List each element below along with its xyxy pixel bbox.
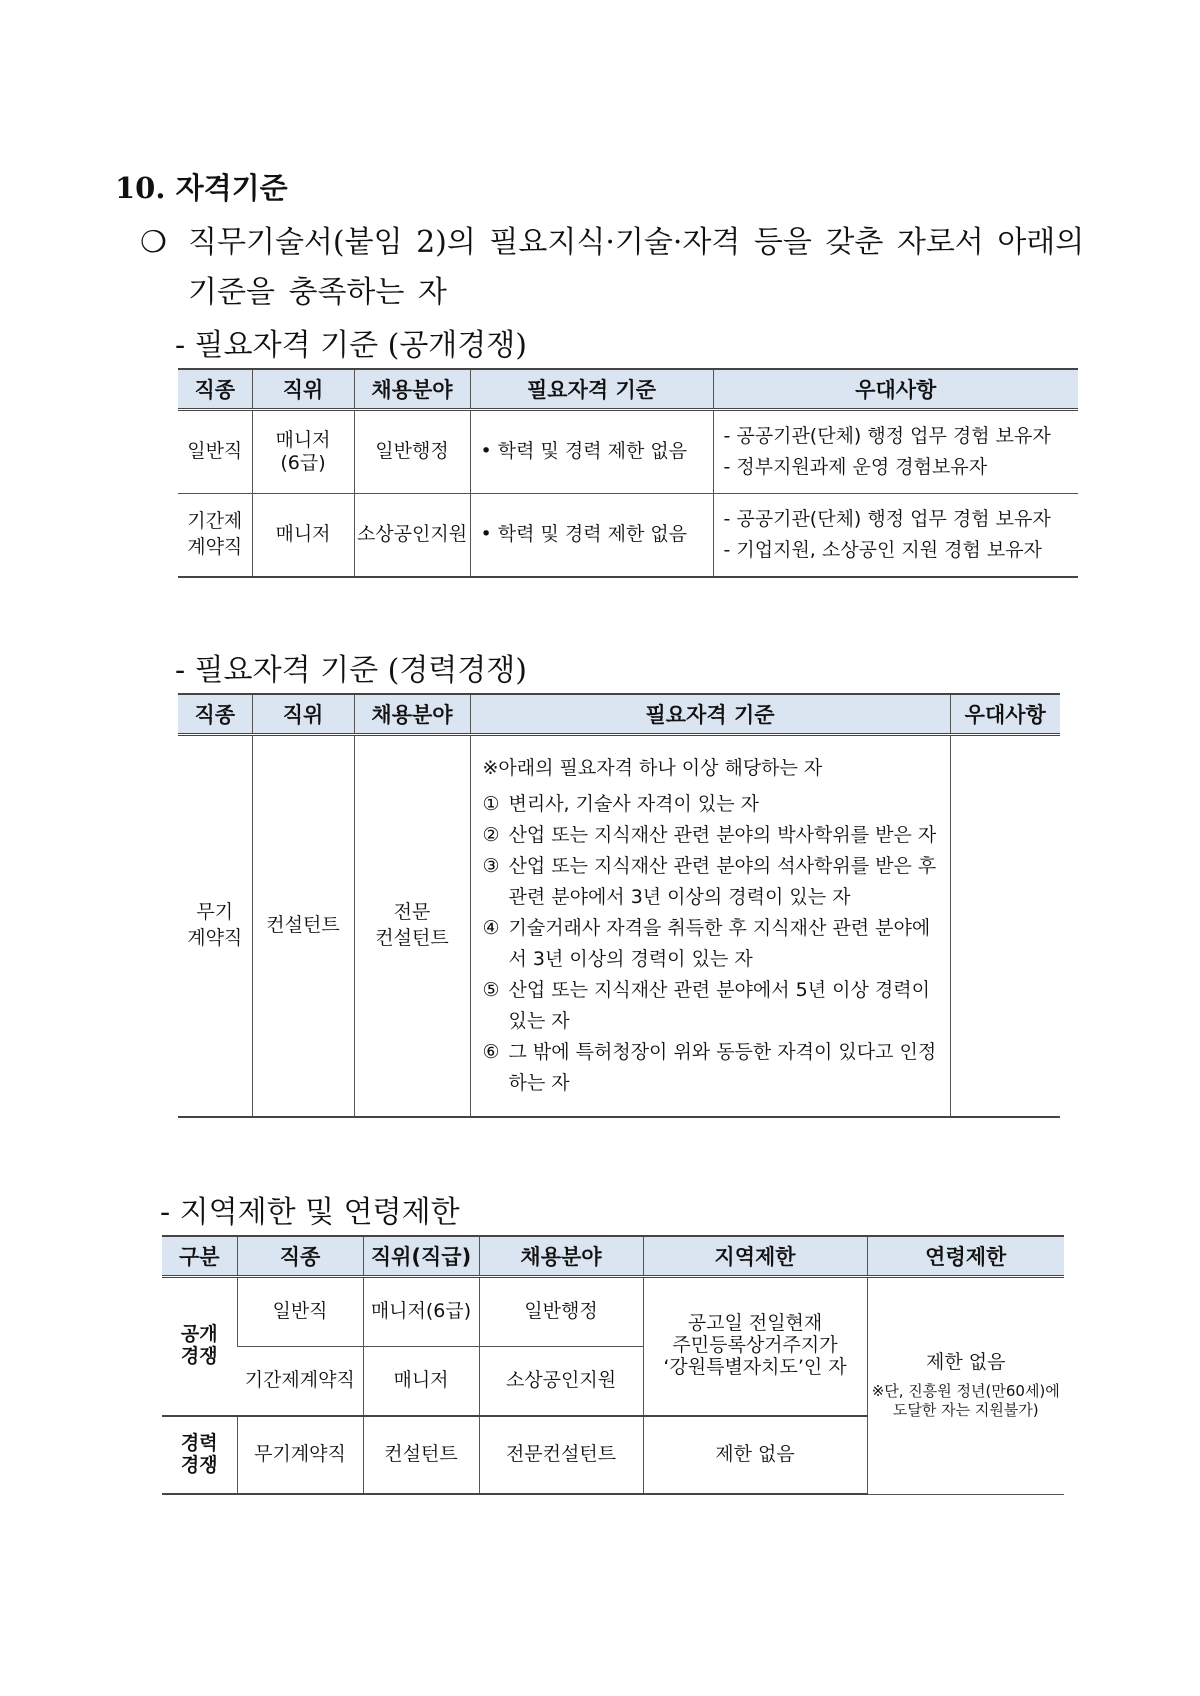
position-cell: 매니저(6급)	[363, 1276, 479, 1346]
job-type-cell: 무기계약직	[237, 1416, 363, 1494]
item-text: 기술거래사 자격을 취득한 후 지식재산 관련 분야에서 3년 이상의 경력이 있는 자	[508, 916, 931, 970]
list-item	[483, 975, 942, 1037]
job-type-cell: 기간제계약직	[237, 1346, 363, 1416]
job-type-cell: 무기 계약직	[178, 734, 252, 1117]
preference-cell	[950, 734, 1060, 1117]
item-number: ⑤	[482, 978, 500, 1001]
table-row	[178, 734, 1060, 1117]
age-limit-text: 제한 없음	[926, 1351, 1006, 1374]
header-region: 지역제한	[643, 1236, 867, 1276]
intro-text: 직무기술서(붙임 2)의 필요지식·기술·자격 등을 갖춘 자로서 아래의 기준을 충족하는 자	[188, 225, 1085, 310]
table-row	[178, 409, 1078, 493]
job-type-cell: 일반직	[178, 409, 252, 493]
preference-item: - 공공기관(단체) 행정 업무 경험 보유자	[723, 424, 1051, 447]
header-type: 직종	[237, 1236, 363, 1276]
field-cell: 소상공인지원	[479, 1346, 643, 1416]
section-heading	[115, 166, 288, 207]
header-field: 채용분야	[354, 369, 470, 409]
item-number: ③	[482, 854, 500, 877]
header-preference: 우대사항	[950, 694, 1060, 734]
region-career-cell: 제한 없음	[643, 1416, 867, 1494]
header-age: 연령제한	[867, 1236, 1064, 1276]
age-limit-cell	[867, 1276, 1064, 1494]
table-row	[162, 1276, 1064, 1346]
item-text: 산업 또는 지식재산 관련 분야에서 5년 이상 경력이 있는 자	[508, 978, 930, 1032]
header-position: 직위	[252, 694, 354, 734]
circle-bullet-icon: ❍	[140, 225, 167, 260]
list-item	[483, 789, 942, 820]
list-item	[483, 851, 942, 913]
header-position: 직위(직급)	[363, 1236, 479, 1276]
item-number: ⑥	[482, 1040, 500, 1063]
job-type-cell: 일반직	[237, 1276, 363, 1346]
preference-item: - 정부지원과제 운영 경험보유자	[723, 455, 988, 478]
header-category: 구분	[162, 1236, 237, 1276]
field-cell: 소상공인지원	[354, 493, 470, 577]
section-number: 10.	[115, 171, 166, 205]
section-title: 자격기준	[175, 171, 288, 205]
preference-item: - 기업지원, 소상공인 지원 경험 보유자	[723, 538, 1042, 561]
header-field: 채용분야	[479, 1236, 643, 1276]
item-text: 그 밖에 특허청장이 위와 동등한 자격이 있다고 인정 하는 자	[508, 1040, 937, 1094]
item-number: ④	[482, 916, 500, 939]
field-cell: 전문컨설턴트	[479, 1416, 643, 1494]
header-type: 직종	[178, 369, 252, 409]
career-qualification-table	[178, 693, 1060, 1118]
field-cell: 전문 컨설턴트	[354, 734, 470, 1117]
region-age-table	[162, 1235, 1064, 1495]
career-heading: - 필요자격 기준 (경력경쟁)	[175, 653, 527, 688]
header-field: 채용분야	[354, 694, 470, 734]
job-type-cell: 기간제 계약직	[178, 493, 252, 577]
group-career-cell: 경력 경쟁	[162, 1416, 237, 1494]
requirement-cell	[470, 734, 950, 1117]
preference-cell	[713, 493, 1078, 577]
field-cell: 일반행정	[354, 409, 470, 493]
list-item	[483, 913, 942, 975]
position-cell: 매니저 (6급)	[252, 409, 354, 493]
requirement-cell: • 학력 및 경력 제한 없음	[470, 493, 713, 577]
age-limit-note: ※단, 진흥원 정년(만60세)에 도달한 자는 지원불가)	[871, 1381, 1060, 1420]
position-cell: 컨설턴트	[252, 734, 354, 1117]
preference-item: - 공공기관(단체) 행정 업무 경험 보유자	[723, 507, 1051, 530]
table-row	[178, 493, 1078, 577]
requirement-cell: • 학력 및 경력 제한 없음	[470, 409, 713, 493]
region-heading: - 지역제한 및 연령제한	[160, 1195, 460, 1230]
header-position: 직위	[252, 369, 354, 409]
item-text: 산업 또는 지식재산 관련 분야의 박사학위를 받은 자	[508, 823, 937, 846]
header-preference: 우대사항	[713, 369, 1078, 409]
list-item	[483, 1037, 942, 1099]
public-heading: - 필요자격 기준 (공개경쟁)	[175, 328, 527, 363]
item-number: ②	[482, 823, 500, 846]
position-cell: 매니저	[252, 493, 354, 577]
preference-cell	[713, 409, 1078, 493]
public-qualification-table	[178, 368, 1078, 578]
item-number: ①	[482, 792, 500, 815]
group-public-cell: 공개 경쟁	[162, 1276, 237, 1416]
header-requirement: 필요자격 기준	[470, 694, 950, 734]
position-cell: 매니저	[363, 1346, 479, 1416]
field-cell: 일반행정	[479, 1276, 643, 1346]
item-text: 변리사, 기술사 자격이 있는 자	[508, 792, 759, 815]
item-text: 산업 또는 지식재산 관련 분야의 석사학위를 받은 후 관련 분야에서 3년 이상의 경력이 있는 자	[508, 854, 937, 908]
region-public-cell: 공고일 전일현재 주민등록상거주지가 ‘강원특별자치도’인 자	[643, 1276, 867, 1416]
position-cell: 컨설턴트	[363, 1416, 479, 1494]
requirement-list	[471, 753, 950, 1099]
header-requirement: 필요자격 기준	[470, 369, 713, 409]
intro-paragraph	[140, 218, 1090, 318]
requirement-note: ※아래의 필요자격 하나 이상 해당하는 자	[482, 756, 823, 779]
header-type: 직종	[178, 694, 252, 734]
list-item	[483, 820, 942, 851]
